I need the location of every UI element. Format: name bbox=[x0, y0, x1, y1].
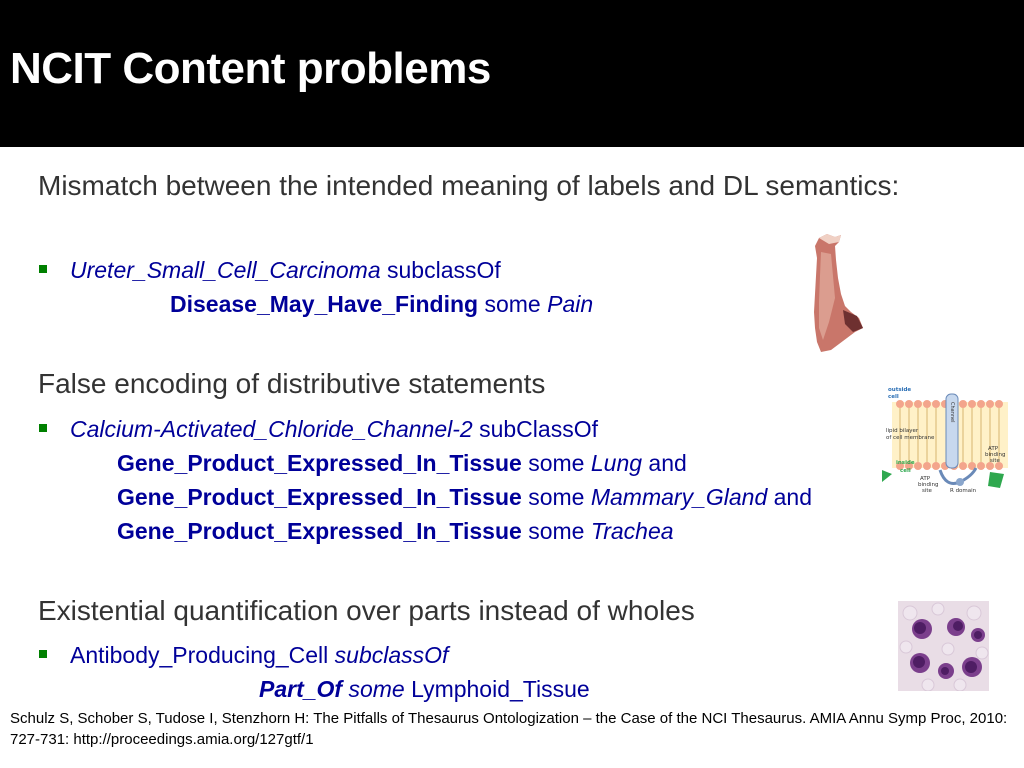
section1-heading: Mismatch between the intended meaning of labels and DL semantics: bbox=[38, 170, 900, 201]
section3-line2 bbox=[259, 675, 590, 703]
diagram-label-lipid: lipid bilayer bbox=[886, 428, 919, 434]
diagram-label-binding-left: binding bbox=[918, 482, 939, 488]
filler-term: Pain bbox=[547, 291, 594, 317]
diagram-label-membrane: of cell membrane bbox=[886, 435, 935, 441]
ion-channel-diagram bbox=[880, 384, 1008, 500]
diagram-label-channel: Channel bbox=[949, 402, 955, 423]
relation-term: subClassOf bbox=[472, 416, 598, 442]
section2-line1 bbox=[70, 415, 598, 443]
subject-term: Calcium-Activated_Chloride_Channel-2 bbox=[70, 416, 473, 442]
diagram-label-site-left: site bbox=[922, 488, 932, 494]
section2-heading: False encoding of distributive statements bbox=[38, 368, 546, 399]
diagram-label-rdomain: R domain bbox=[950, 488, 977, 494]
title-bar bbox=[0, 0, 1024, 147]
section3-line1 bbox=[70, 641, 448, 669]
filler-term: Mammary_Gland bbox=[590, 484, 768, 510]
citation-reference: Schulz S, Schober S, Tudose I, Stenzhorn H: The Pitfalls of Thesaurus Ontologization – the Case of the NCI Thesaurus. AMIA Annu Symp Proc, 2010: 727-731: http://proceedings.amia.org/127gtf/1 bbox=[10, 710, 1008, 748]
property-term: Gene_Product_Expressed_In_Tissue bbox=[117, 450, 522, 476]
lymphoid-cells-micrograph bbox=[898, 601, 989, 691]
ureter-tissue-image bbox=[805, 232, 867, 354]
diagram-label-site-right: site bbox=[990, 458, 1000, 464]
quantifier-term: some bbox=[521, 450, 591, 476]
relation-term: subclassOf bbox=[334, 642, 449, 668]
filler-term: Lung bbox=[590, 450, 643, 476]
property-term: Disease_May_Have_Finding bbox=[170, 291, 479, 317]
property-term: Gene_Product_Expressed_In_Tissue bbox=[117, 484, 522, 510]
conjunction-term: and bbox=[642, 450, 687, 476]
diagram-label-inside: inside bbox=[896, 460, 915, 466]
filler-term: Trachea bbox=[590, 518, 674, 544]
quantifier-term: some bbox=[521, 518, 591, 544]
diagram-label-binding-right: binding bbox=[985, 452, 1006, 458]
section1-line1 bbox=[70, 256, 501, 284]
section2-line3 bbox=[117, 483, 812, 511]
diagram-label-outside: outside bbox=[888, 387, 912, 393]
bullet-icon bbox=[39, 424, 47, 432]
diagram-label-cell: cell bbox=[888, 394, 899, 400]
section3-heading: Existential quantification over parts instead of wholes bbox=[38, 595, 695, 626]
conjunction-term: and bbox=[767, 484, 813, 510]
quantifier-term: some bbox=[478, 291, 548, 317]
subject-term: Ureter_Small_Cell_Carcinoma bbox=[70, 257, 381, 283]
slide-title: NCIT Content problems bbox=[10, 44, 491, 93]
section1-line2 bbox=[170, 290, 593, 318]
relation-term: subclassOf bbox=[380, 257, 501, 283]
diagram-label-inside-cell: cell bbox=[900, 468, 911, 474]
section2-line4 bbox=[117, 517, 674, 545]
section2-line2 bbox=[117, 449, 687, 477]
bullet-icon bbox=[39, 265, 47, 273]
property-term: Part_Of bbox=[259, 676, 343, 702]
filler-term: Lymphoid_Tissue bbox=[404, 676, 590, 702]
quantifier-term: some bbox=[521, 484, 591, 510]
property-term: Gene_Product_Expressed_In_Tissue bbox=[117, 518, 522, 544]
subject-term: Antibody_Producing_Cell bbox=[70, 642, 335, 668]
diagram-label-atp-left: ATP bbox=[920, 476, 931, 482]
diagram-label-atp-right: ATP bbox=[988, 446, 999, 452]
quantifier-term: some bbox=[342, 676, 405, 702]
bullet-icon bbox=[39, 650, 47, 658]
